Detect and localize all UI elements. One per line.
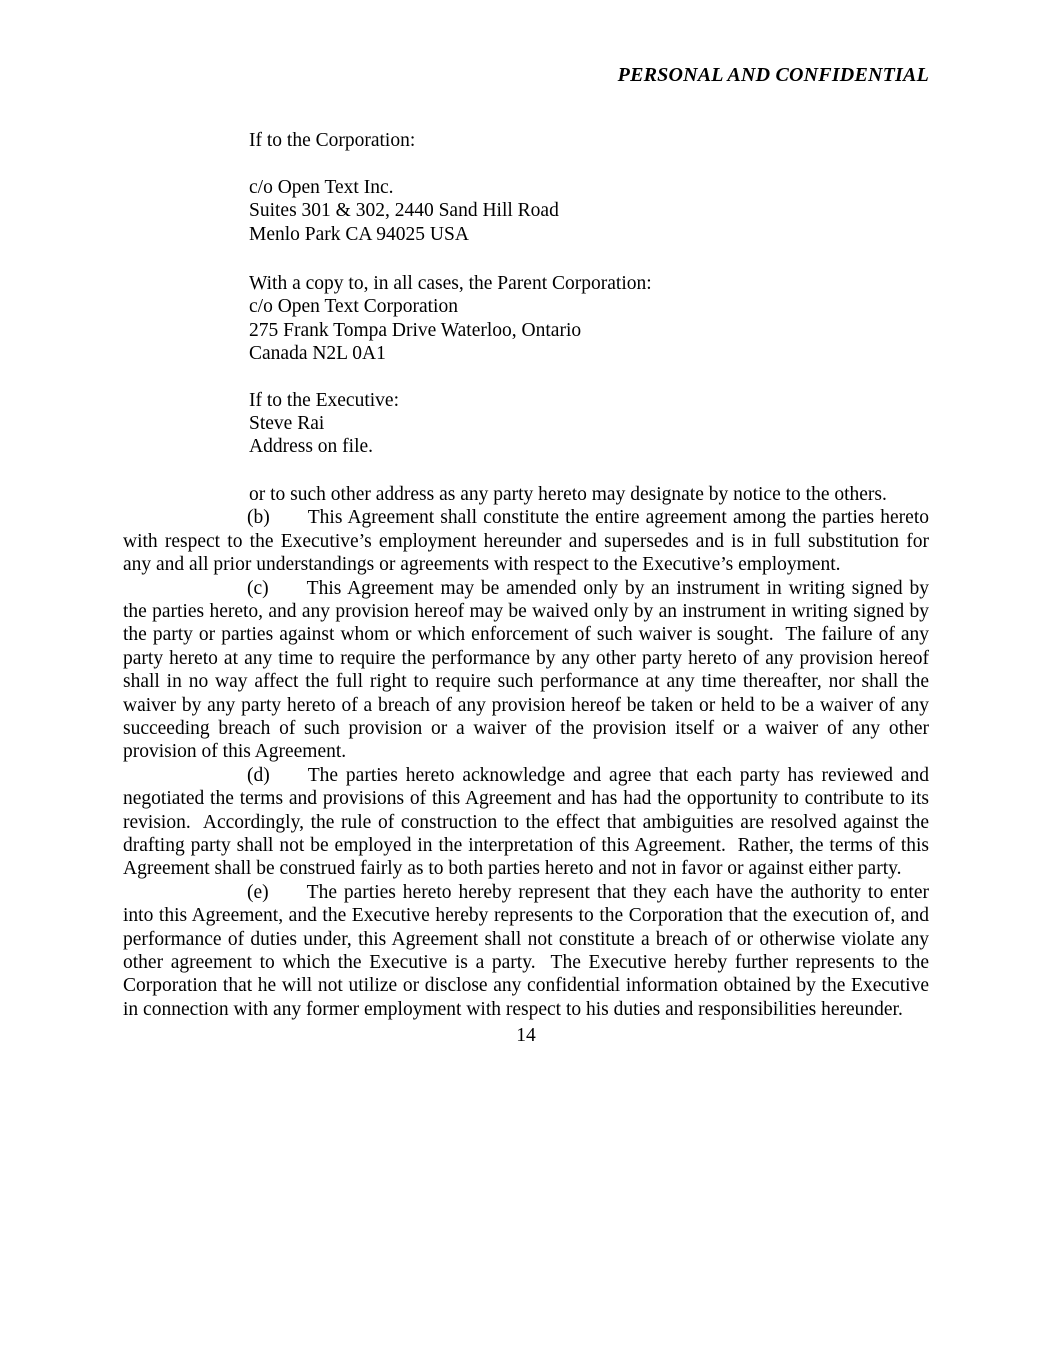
executive-address-block	[249, 389, 929, 459]
paragraph-b-text: This Agreement shall constitute the entire agreement among the parties hereto with respect to the Executive’s employment hereunder and supersedes and is in full substitution for any and all prior understandings or agreements with respect to the Executive’s employment.	[123, 507, 934, 576]
address-line: c/o Open Text Inc.	[249, 176, 394, 198]
confidentiality-header: PERSONAL AND CONFIDENTIAL	[617, 64, 929, 86]
paragraph-d	[123, 764, 934, 881]
address-line: Steve Rai	[249, 413, 325, 435]
address-line: Suites 301 & 302, 2440 Sand Hill Road	[249, 200, 559, 222]
address-line: Menlo Park CA 94025 USA	[249, 223, 469, 245]
page-number: 14	[516, 1025, 536, 1047]
address-line: Address on file.	[249, 436, 374, 458]
notice-parent-heading: With a copy to, in all cases, the Parent Corporation:	[249, 273, 652, 295]
paragraph-c-label: (c)	[247, 577, 269, 599]
parent-corporation-address-block	[249, 272, 929, 366]
paragraph-e-text: The parties hereto hereby represent that they each have the authority to enter into this Agreement, and the Executive hereby represents to the Corporation that the execution of, and performance of duties under, this Agreement shall not constitute a breach of or otherwise violate any other agreement to which the Executive is a party. The Executive hereby further represents to the Corporation that he will not utilize or disclose any confidential information obtained by the Executive in connection with any former employment with respect to his duties and responsibilities hereunder.	[123, 881, 934, 1020]
corporation-address-block	[249, 176, 929, 246]
paragraph-e-label: (e)	[247, 881, 269, 903]
paragraph-d-text: The parties hereto acknowledge and agree that each party has reviewed and negotiated the terms and provisions of this Agreement and has had the opportunity to contribute to its revision. Accordingly, the rule of construction to the effect that ambiguities are resolved against the drafting party shall not be employed in the interpretation of this Agreement. Rather, the terms of this Agreement shall be construed fairly as to both parties hereto and not in favor or against either party.	[123, 764, 934, 880]
address-line: c/o Open Text Corporation	[249, 296, 458, 318]
address-line: 275 Frank Tompa Drive Waterloo, Ontario	[249, 319, 582, 341]
address-line: Canada N2L 0A1	[249, 343, 386, 365]
paragraph-e	[123, 881, 934, 1021]
notice-executive-heading: If to the Executive:	[249, 389, 399, 411]
paragraph-b	[123, 506, 934, 576]
paragraph-c	[123, 577, 934, 764]
paragraph-d-label: (d)	[247, 764, 270, 786]
paragraph-b-label: (b)	[247, 507, 270, 529]
other-address-clause: or to such other address as any party hereto may designate by notice to the others.	[249, 483, 887, 505]
paragraph-c-text: This Agreement may be amended only by an instrument in writing signed by the parties hereto, and any provision hereof may be waived only by an instrument in writing signed by the party or parties against whom or which enforcement of such waiver is sought. The failure of any party hereto at any time to require the performance by any other party hereto of any provision hereof shall in no way affect the full right to require such performance at any time thereafter, nor shall the waiver by any party hereto of a breach of any provision hereof be taken or held to be a waiver of any succeeding breach of such provision or a waiver of the provision itself or a waiver of any other provision of this Agreement.	[123, 577, 934, 763]
notice-corporation-heading: If to the Corporation:	[249, 130, 416, 152]
